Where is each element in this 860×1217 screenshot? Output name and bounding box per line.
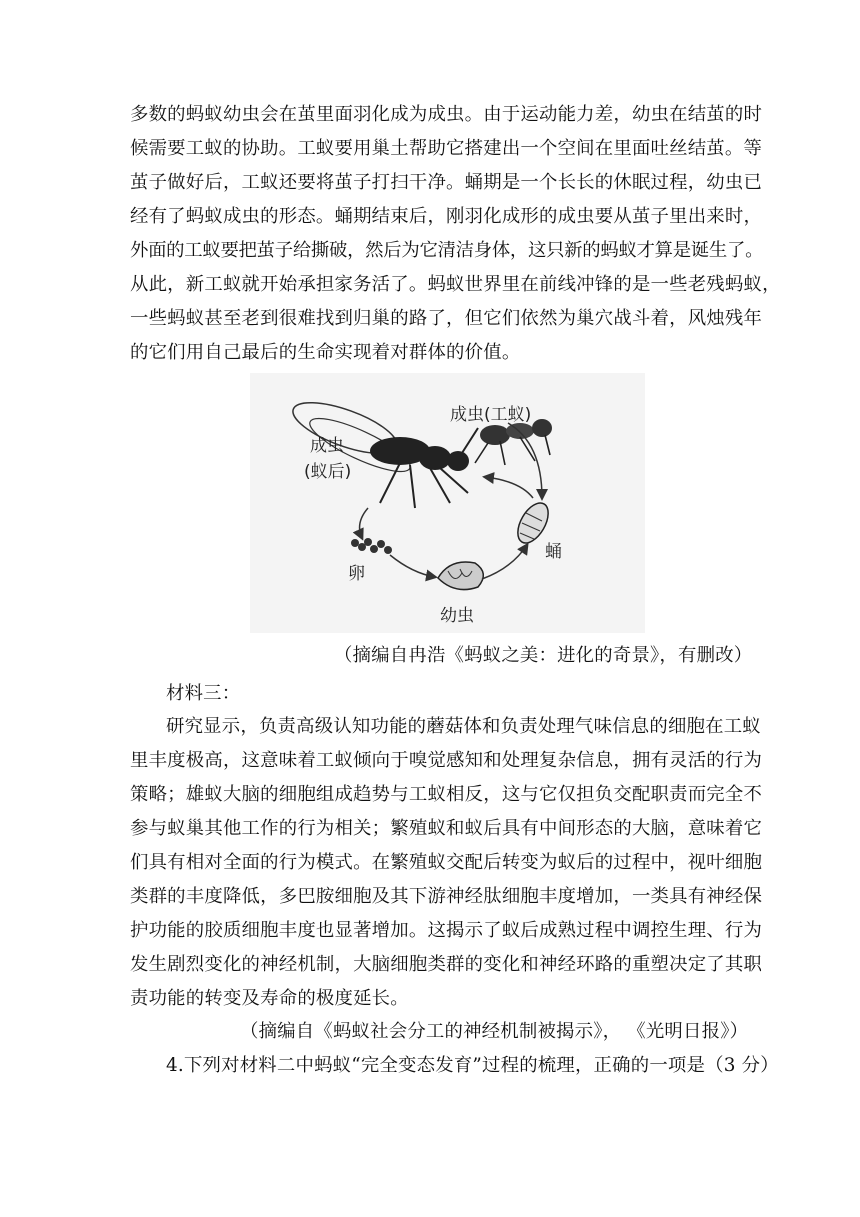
material3-heading: 材料三： xyxy=(166,683,241,704)
egg-cluster-drawing xyxy=(351,538,392,554)
text-line: 策略；雄蚁大脑的细胞组成趋势与工蚁相反，这与它仅担负交配职责而完全不 xyxy=(130,784,763,805)
text-line: 多数的蚂蚁幼虫会在茧里面羽化成为成虫。由于运动能力差，幼虫在结茧的时 xyxy=(130,104,763,125)
queen-label: 成虫 xyxy=(310,436,344,456)
queen-caste-label: (蚁后) xyxy=(304,462,352,482)
text-line: 候需要工蚁的协助。工蚁要用巢土帮助它搭建出一个空间在里面吐丝结茧。等 xyxy=(130,138,763,159)
text-line: 经有了蚂蚁成虫的形态。蛹期结束后，刚羽化成形的成虫要从茧子里出来时， xyxy=(130,206,763,227)
text-line: 类群的丰度降低，多巴胺细胞及其下游神经肽细胞丰度增加，一类具有神经保 xyxy=(130,886,763,907)
source-citation: （摘编自冉浩《蚂蚁之美：进化的奇景》，有删改） xyxy=(334,645,753,666)
text-line: 一些蚂蚁甚至老到很难找到归巢的路了，但它们依然为巢穴战斗着，风烛残年 xyxy=(130,308,763,329)
text-line: 发生剧烈变化的神经机制，大脑细胞类群的变化和神经环路的重塑决定了其职 xyxy=(130,954,763,975)
text-line: 茧子做好后，工蚁还要将茧子打扫干净。蛹期是一个长长的休眠过程，幼虫已 xyxy=(130,172,763,193)
worker-label: 成虫(工蚁) xyxy=(450,405,532,425)
pupa-label: 蛹 xyxy=(545,542,562,562)
text-line: 责功能的转变及寿命的极度延长。 xyxy=(130,988,409,1009)
text-line: 们具有相对全面的行为模式。在繁殖蚁交配后转变为蚁后的过程中，视叶细胞 xyxy=(130,852,763,873)
ant-life-cycle-figure xyxy=(250,373,645,633)
text-line: 外面的工蚁要把茧子给撕破，然后为它清洁身体，这只新的蚂蚁才算是诞生了。 xyxy=(130,240,764,261)
larva-drawing xyxy=(438,562,483,590)
egg-label: 卵 xyxy=(348,564,365,584)
larva-label: 幼虫 xyxy=(440,606,474,626)
text-line: 里丰度极高，这意味着工蚁倾向于嗅觉感知和处理复杂信息，拥有灵活的行为 xyxy=(130,750,763,771)
text-line: 参与蚁巢其他工作的行为相关；繁殖蚁和蚁后具有中间形态的大脑，意味着它 xyxy=(130,818,763,839)
text-line: 研究显示，负责高级认知功能的蘑菇体和负责处理气味信息的细胞在工蚁 xyxy=(166,716,761,737)
text-line: 从此，新工蚁就开始承担家务活了。蚂蚁世界里在前线冲锋的是一些老残蚂蚁， xyxy=(130,274,781,295)
life-cycle-diagram xyxy=(250,373,645,633)
text-line: 的它们用自己最后的生命实现着对群体的价值。 xyxy=(130,342,521,363)
question-text: 4.下列对材料二中蚂蚁“完全变态发育”过程的梳理，正确的一项是（3 分） xyxy=(166,1055,779,1076)
text-line: 护功能的胶质细胞丰度也显著增加。这揭示了蚁后成熟过程中调控生理、行为 xyxy=(130,920,763,941)
source-citation: （摘编自《蚂蚁社会分工的神经机制被揭示》， 《光明日报》） xyxy=(240,1021,749,1042)
